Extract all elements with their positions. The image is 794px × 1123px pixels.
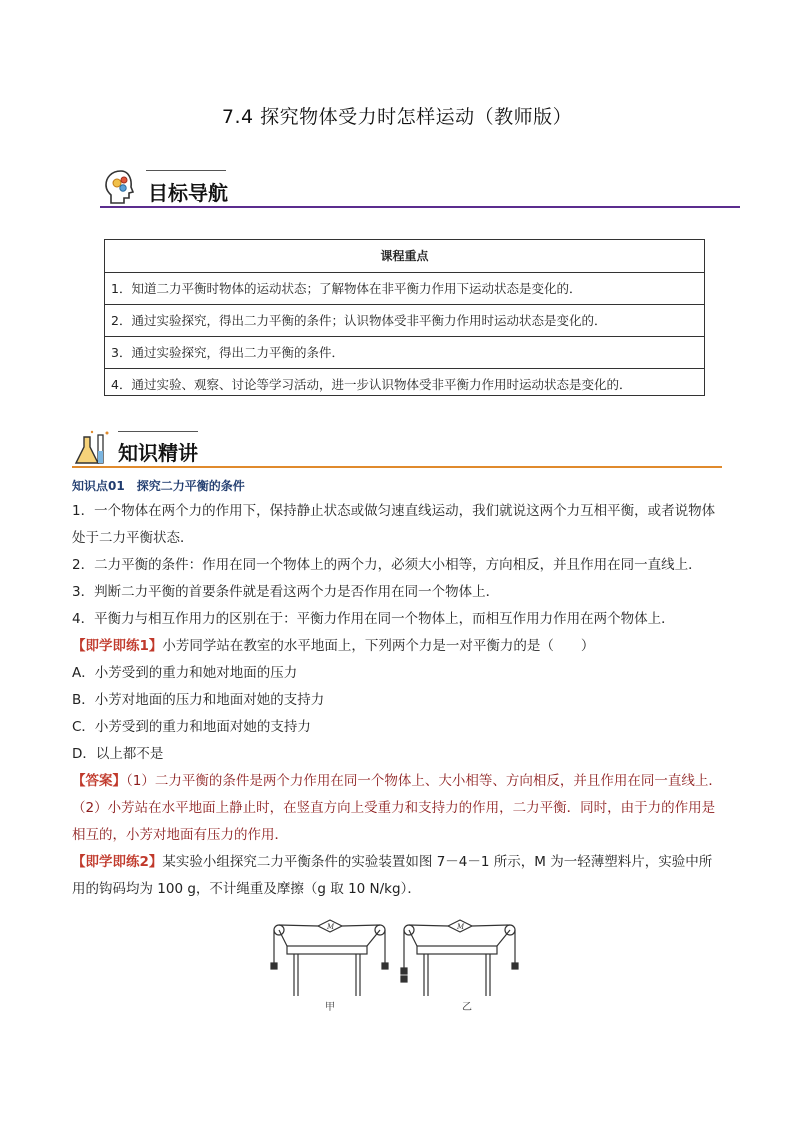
plate-label-b: M [457,923,465,931]
option-b: B．小芳对地面的压力和地面对她的支持力 [72,692,325,708]
section-title-goals: 目标导航 [148,181,228,205]
option-d: D．以上都不是 [72,746,164,762]
point-item: 1．一个物体在两个力的作用下，保持静止状态或做匀速直线运动，我们就说这两个力互相平衡，或者说物体处于二力平衡状态． [72,503,716,546]
exercise-2-question: 【即学即练2】某实验小组探究二力平衡条件的实验装置如图 7－4－1 所示，M 为一轻薄塑料片，实验中所用的钩码均为 100 g，不计绳重及摩擦（g 取 10 N/kg）． [72,854,713,897]
course-focus-table [104,239,705,396]
option-a: A．小芳受到的重力和她对地面的压力 [72,665,298,681]
experiment-figure [262,918,532,1013]
exercise-1-question: 【即学即练1】小芳同学站在教室的水平地面上，下列两个力是一对平衡力的是（ ） [72,638,595,654]
exercise-1-answer: 【答案】（1）二力平衡的条件是两个力作用在同一个物体上、大小相等、方向相反，并且作用在同一直线上．（2）小芳站在水平地面上静止时，在竖直方向上受重力和支持力的作用，二力平衡．同时，由于力的作用是相互的，小芳对地面有压力的作用． [72,773,722,843]
section-divider-knowledge [72,466,722,468]
table-row: 2．通过实验探究，得出二力平衡的条件；认识物体受非平衡力作用时运动状态是变化的． [105,305,704,337]
plate-label-a: M [327,923,335,931]
table-header: 课程重点 [105,240,704,273]
section-header-knowledge [72,425,722,471]
knowledge-content [72,474,724,903]
figure-label-b: 乙 [462,1002,472,1013]
section-divider-goals [100,206,740,208]
point-item: 3．判断二力平衡的首要条件就是看这两个力是否作用在同一个物体上． [72,584,500,600]
brain-gears-icon [102,168,140,210]
table-row: 4．通过实验、观察、讨论等学习活动，进一步认识物体受非平衡力作用时运动状态是变化的． [111,377,632,392]
section-title-knowledge: 知识精讲 [118,441,198,465]
flask-icon [72,429,112,471]
table-row: 3．通过实验探究，得出二力平衡的条件． [105,337,704,369]
page-title: 7.4 探究物体受力时怎样运动（教师版） [221,106,573,128]
point-item: 4．平衡力与相互作用力的区别在于：平衡力作用在同一个物体上，而相互作用力作用在两个物体上． [72,611,675,627]
option-c: C．小芳受到的重力和地面对她的支持力 [72,719,311,735]
point-item: 2．二力平衡的条件：作用在同一个物体上的两个力，必须大小相等，方向相反，并且作用在同一直线上． [72,557,702,573]
table-row: 1．知道二力平衡时物体的运动状态；了解物体在非平衡力作用下运动状态是变化的． [105,273,704,305]
section-header-goals [100,160,740,210]
figure-label-a: 甲 [325,1002,335,1013]
knowledge-point-title: 知识点01 探究二力平衡的条件 [72,479,245,493]
